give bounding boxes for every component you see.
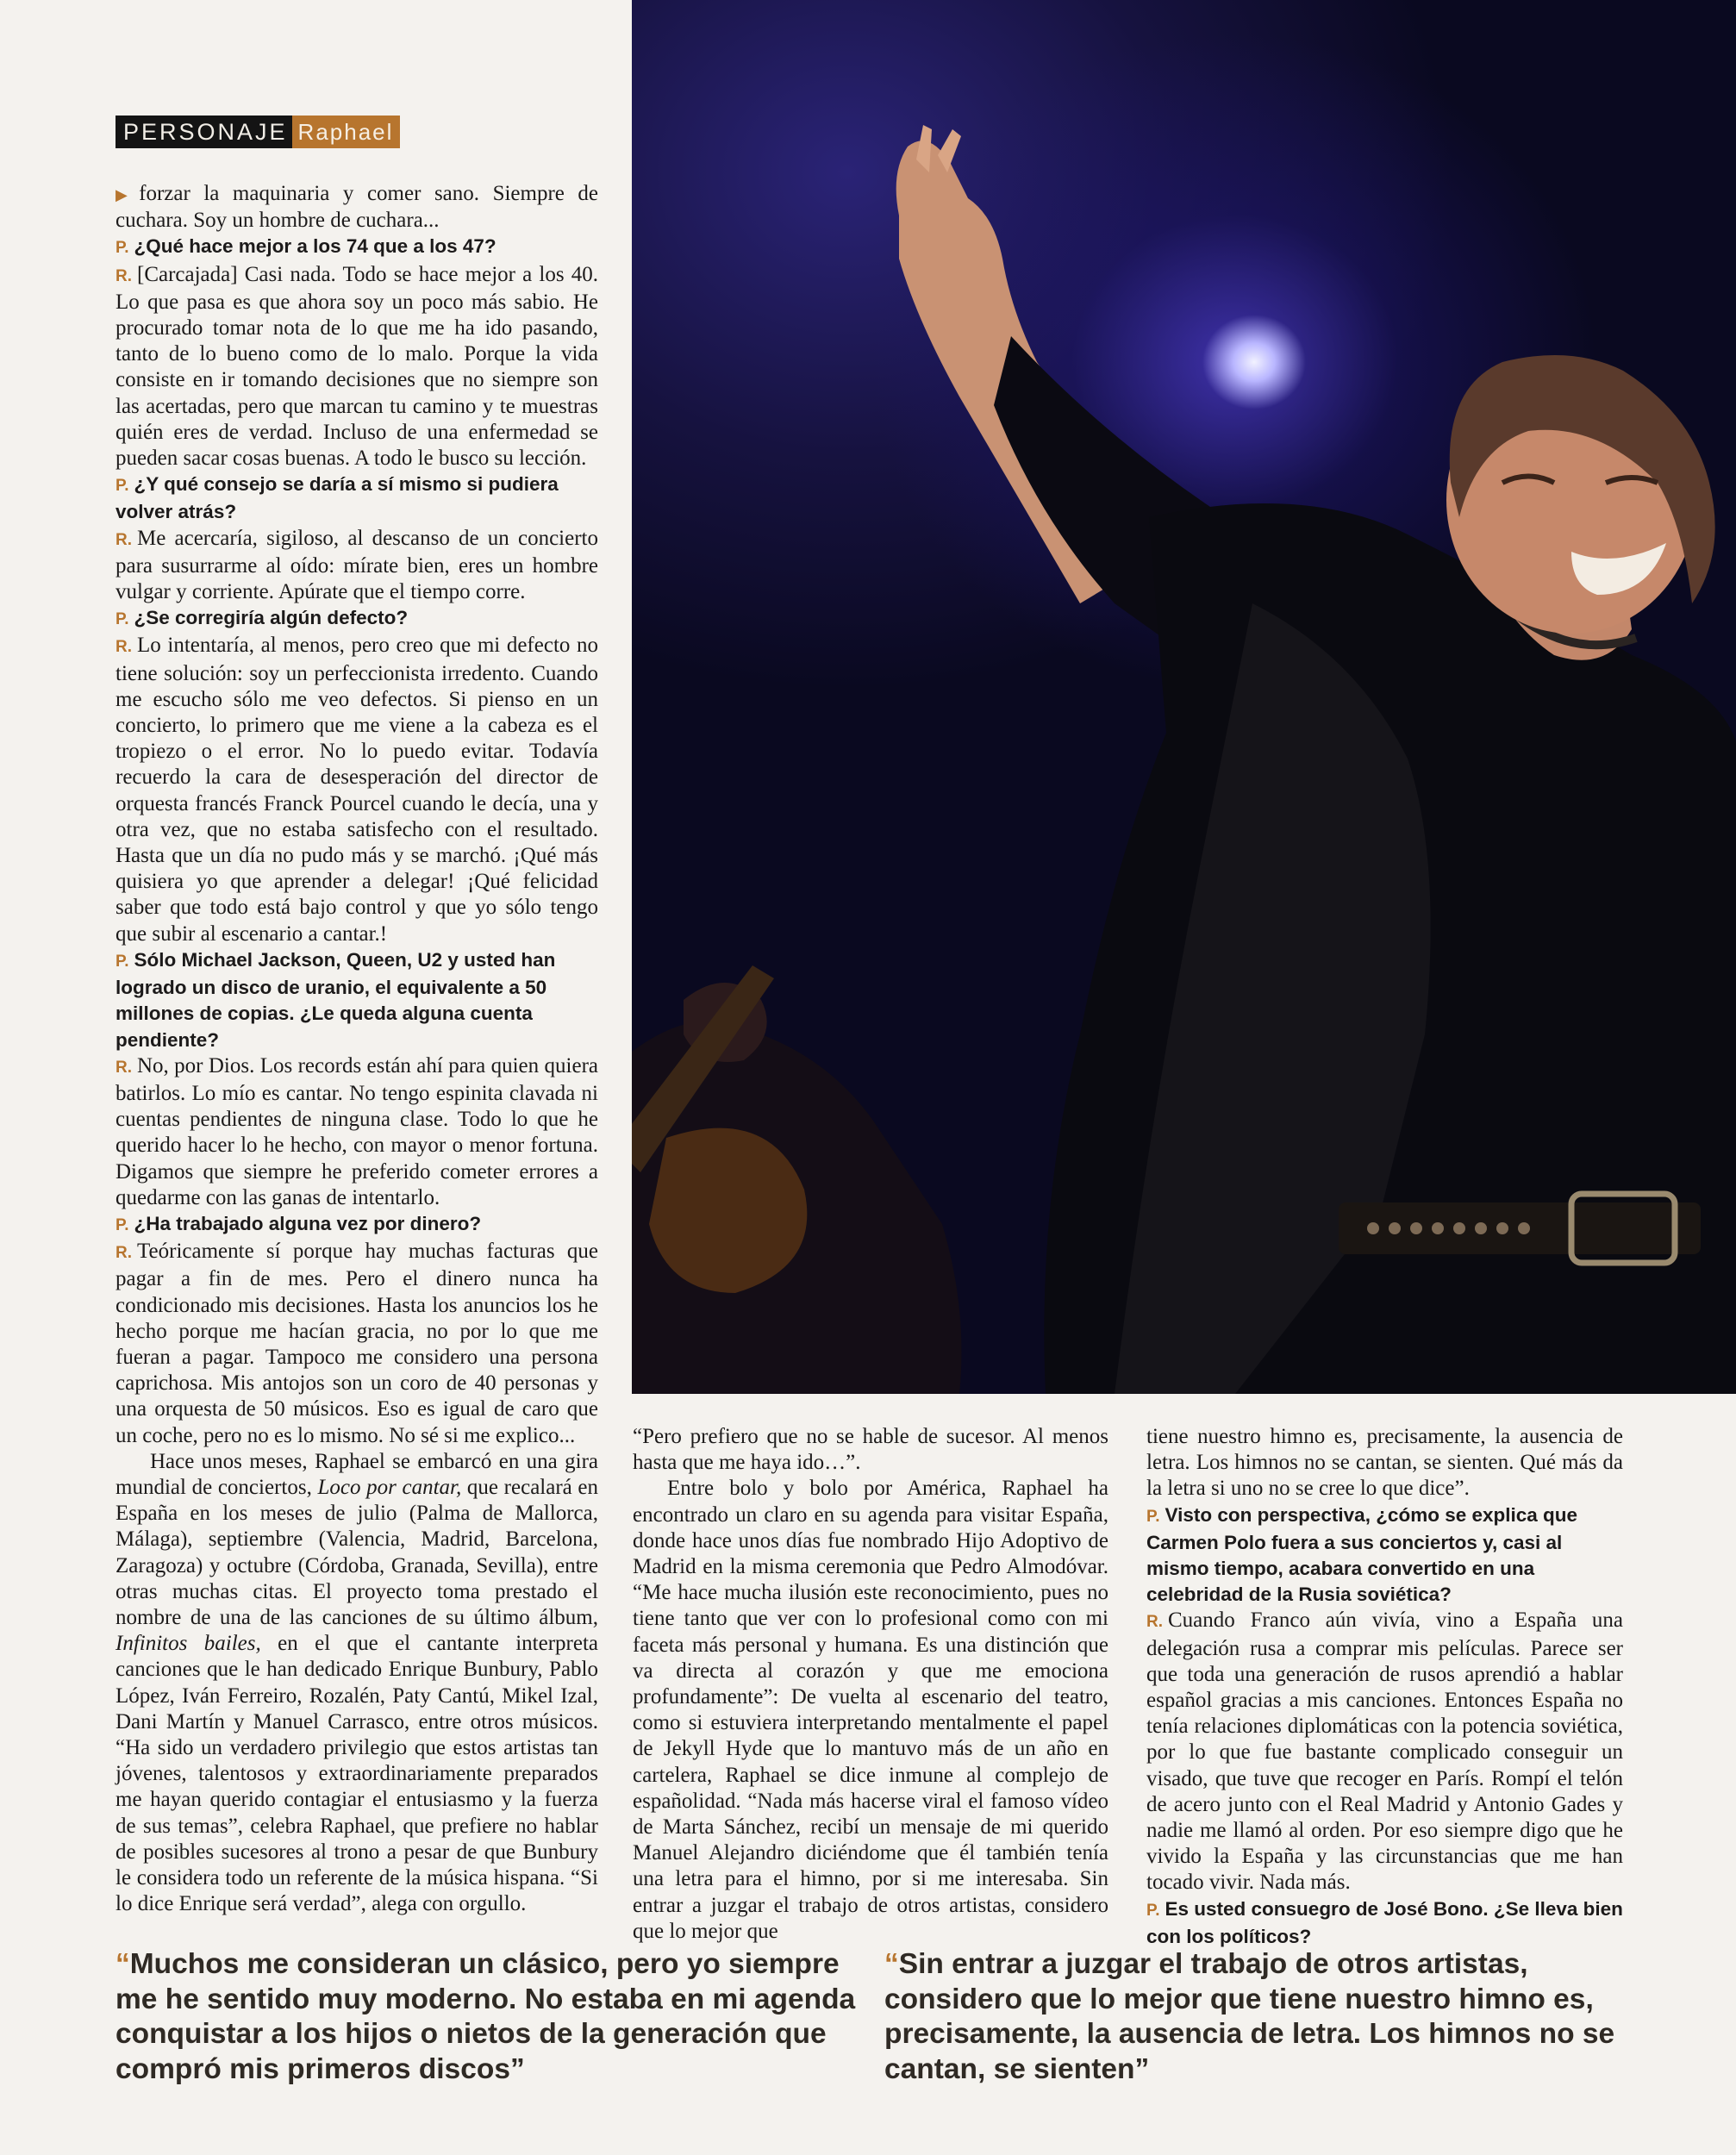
- answer-marker: R.: [1146, 1613, 1163, 1632]
- interview-question: P. ¿Y qué consejo se daría a sí mismo si pudiera volver atrás?: [116, 473, 559, 523]
- interview-question: P. ¿Se corregiría algún defecto?: [116, 607, 409, 629]
- article-column-1: [116, 181, 598, 1917]
- answer-marker: R.: [116, 638, 132, 657]
- question-marker: P.: [116, 1215, 129, 1234]
- article-column-3: [1146, 1424, 1623, 1950]
- interview-question: P. ¿Qué hace mejor a los 74 que a los 47?: [116, 235, 496, 258]
- interview-question: P. Sólo Michael Jackson, Queen, U2 y usted han logrado un disco de uranio, el equivalente a 50 millones de copias. ¿Le queda alguna cuenta pendiente?: [116, 948, 556, 1051]
- question-marker: P.: [1146, 1507, 1160, 1526]
- interview-answer: R. Lo intentaría, al menos, pero creo que mi defecto no tiene solución: soy un perfeccionista irredento. Cuando me escucho sólo me veo defectos. Si pienso en un concierto, lo primero que me viene a la cabeza es el tropiezo o el error. No lo puedo evitar. Todavía recuerdo la cara de desesperación del director de orquesta francés Franck Pourcel cuando le decía, una y otra vez, que no estaba satisfecho con el resultado. Hasta que un día no pudo más y se marchó. ¡Qué más quisiera yo que aprender a delegar! ¡Qué felicidad saber que todo está bajo control y que yo sólo tengo que subir al escenario a cantar.!: [116, 634, 598, 946]
- question-marker: P.: [116, 610, 129, 629]
- article-column-2: [633, 1424, 1108, 1945]
- body-paragraph: Hace unos meses, Raphael se embarcó en una gira mundial de conciertos, Loco por cantar, que recalará en España en los meses de julio (Palma de Mallorca, Málaga), septiembre (Valencia, Madrid, Barcelona, Zaragoza) y octubre (Córdoba, Granada, Sevilla), entre otras muchas citas. El proyecto toma prestado el nombre de una de las canciones de su último álbum, Infinitos bailes, en el que el cantante interpreta canciones que le han dedicado Enrique Bunbury, Pablo López, Iván Ferreiro, Rozalén, Paty Cantú, Mikel Izal, Dani Martín y Manuel Carrasco, entre otros músicos. “Ha sido un verdadero privilegio que estos artistas tan jóvenes, talentosos y extraordinariamente preparados me hayan querido contagiar el entusiasmo y la fuerza de sus temas”, celebra Raphael, que prefiere no hablar de posibles sucesores al trono a pesar de que Bunbury le considera todo un referente de la música hispana. “Si lo dice Enrique será verdad”, alega con orgullo.: [116, 1449, 599, 1916]
- interview-answer: R. Cuando Franco aún vivía, vino a España una delegación rusa a comprar mis películas. Parece ser que toda una generación de rusos aprendió a hablar español gracias a mis canciones. Entonces España no tenía relaciones diplomáticas con la potencia soviética, por lo que fue bastante complicado conseguir un visado, que tuve que recoger en París. Rompí el telón de acero junto con el Real Madrid y Antonio Gades y nadie me llamó al orden. Por eso siempre digo que he vivido la España y las circunstancias que me han tocado vivir. Nada más.: [1146, 1608, 1623, 1895]
- answer-marker: R.: [116, 1244, 132, 1263]
- interview-question: P. Es usted consuegro de José Bono. ¿Se lleva bien con los políticos?: [1146, 1897, 1623, 1947]
- open-quote-mark: “: [884, 1948, 899, 1980]
- subject-name-label: Raphael: [292, 116, 401, 148]
- continuation-arrow-icon: ▶: [116, 186, 136, 203]
- answer-marker: R.: [116, 1058, 132, 1077]
- interview-question: P. ¿Ha trabajado alguna vez por dinero?: [116, 1212, 482, 1234]
- section-label: PERSONAJE: [116, 116, 292, 148]
- interview-answer: R. Teóricamente sí porque hay muchas facturas que pagar a fin de mes. Pero el dinero nunca ha condicionado mis decisiones. Hasta los anuncios los he hecho porque me hacían gracia, no por lo que me fueran a pagar. Tampoco me considero una persona caprichosa. Mis antojos son un coro de 40 personas y una orquesta de 50 músicos. Eso es igual de caro que un coche, pero no es lo mismo. No sé si me explico...: [116, 1240, 598, 1447]
- album-tour-title: Loco por cantar,: [317, 1475, 462, 1499]
- pull-quote-1: “Muchos me consideran un clásico, pero yo siempre me he sentido muy moderno. No estaba en mi agenda conquistar a los hijos o nietos de la generación que compró mis primeros discos”: [116, 1948, 856, 2085]
- body-paragraph: “Pero prefiero que no se hable de sucesor. Al menos hasta que me haya ido…”.: [633, 1425, 1108, 1475]
- interview-question: P. Visto con perspectiva, ¿cómo se explica que Carmen Polo fuera a sus conciertos y, casi al mismo tiempo, acabara convertido en una celebridad de la Rusia soviética?: [1146, 1503, 1578, 1606]
- open-quote-mark: “: [116, 1948, 130, 1980]
- section-header: [116, 116, 400, 148]
- interview-answer: R. No, por Dios. Los records están ahí para quien quiera batirlos. Lo mío es cantar. No tengo espinita clavada ni cuentas pendientes de ninguna clase. Todo lo que he querido hacer lo he hecho, con mayor o menor fortuna. Digamos que siempre he preferido cometer errores a quedarme con las ganas de intentarlo.: [116, 1053, 598, 1209]
- body-paragraph: Entre bolo y bolo por América, Raphael ha encontrado un claro en su agenda para visitar España, donde hace unos días fue nombrado Hijo Adoptivo de Madrid en la misma ceremonia que Pedro Almodóvar. “Me hace mucha ilusión este reconocimiento, pues no tiene tanto que ver con lo profesional como con mi faceta más personal y humana. Es una distinción que va directa al corazón y que me emociona profundamente”: De vuelta al escenario del teatro, como si estuviera interpretando mentalmente el papel de Jekyll Hyde que lo mantuvo más de un año en cartelera, Raphael se dice inmune al complejo de españolidad. “Nada más hacerse viral el famoso vídeo de Marta Sánchez, recibí un mensaje de mi querido Manuel Alejandro diciéndome que él también tenía una letra para el himno, por si me interesaba. Sin entrar a juzgar el trabajo de otros artistas, considero que lo mejor que: [633, 1477, 1108, 1943]
- interview-answer: R. [Carcajada] Casi nada. Todo se hace mejor a los 40. Lo que pasa es que ahora soy un poco más sabio. He procurado tomar nota de lo que me ha ido pasando, tanto de lo bueno como de lo malo. Porque la vida consiste en ir tomando decisiones que no siempre son las acertadas, pero que marcan tu camino y te muestras quién eres de verdad. Incluso de una enfermedad se pueden sacar cosas buenas. A todo le busco su lección.: [116, 262, 598, 471]
- question-marker: P.: [116, 239, 129, 258]
- answer-marker: R.: [116, 266, 132, 285]
- pull-quote-2: “Sin entrar a juzgar el trabajo de otros artistas, considero que lo mejor que tiene nuestro himno es, precisamente, la ausencia de letra. Los himnos no se cantan, se sienten”: [884, 1948, 1615, 2085]
- album-title: Infinitos bailes,: [116, 1632, 261, 1656]
- question-marker: P.: [116, 477, 129, 496]
- body-paragraph: tiene nuestro himno es, precisamente, la ausencia de letra. Los himnos no se cantan, se sienten. Qué más da la letra si uno no se cree lo que dice”.: [1146, 1425, 1623, 1501]
- interview-answer: R. Me acercaría, sigiloso, al descanso de un concierto para susurrarme al oído: mírate bien, eres un hombre vulgar y corriente. Apúrate que el tiempo corre.: [116, 526, 598, 604]
- question-marker: P.: [1146, 1901, 1160, 1920]
- continuation-paragraph: ▶ forzar la maquinaria y comer sano. Siempre de cuchara. Soy un hombre de cuchara...: [116, 182, 599, 233]
- concert-photo: [632, 0, 1736, 1394]
- raphael-performing-illustration: [632, 0, 1736, 1394]
- answer-marker: R.: [116, 530, 132, 549]
- question-marker: P.: [116, 952, 129, 971]
